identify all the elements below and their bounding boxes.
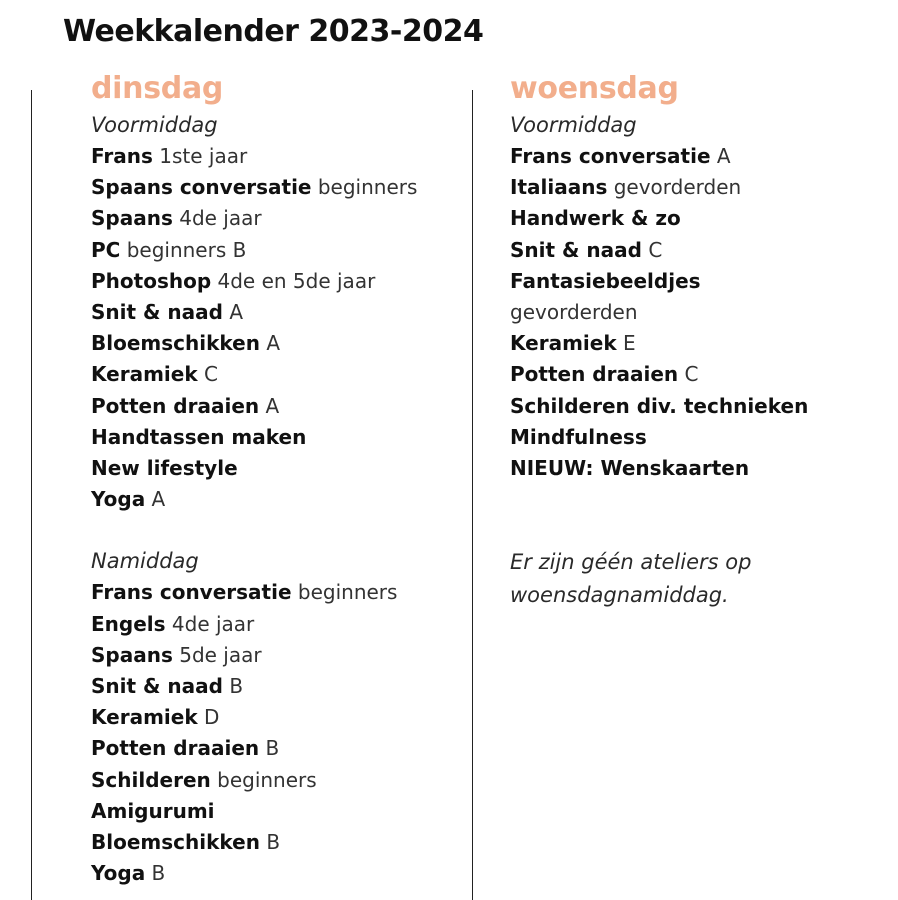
course-level: beginners xyxy=(311,175,418,200)
column-divider-middle xyxy=(472,90,473,900)
course-name: Mindfulness xyxy=(510,424,647,449)
day-heading-wednesday: woensdag xyxy=(510,71,679,106)
course-item xyxy=(510,391,880,422)
course-level: E xyxy=(616,331,636,356)
course-item xyxy=(91,671,461,702)
course-item xyxy=(91,453,461,484)
course-level: beginners xyxy=(291,580,398,605)
course-level: B xyxy=(145,861,166,886)
course-item xyxy=(91,328,461,359)
course-name: Fantasiebeeldjes xyxy=(510,268,701,293)
course-item xyxy=(510,453,880,484)
course-name: Spaans xyxy=(91,642,173,667)
course-level: B xyxy=(259,830,281,855)
day-heading-tuesday: dinsdag xyxy=(91,71,224,106)
course-name: Potten draaien xyxy=(91,736,260,761)
course-level: 4de jaar xyxy=(165,611,255,636)
course-item xyxy=(91,858,461,889)
course-item xyxy=(91,702,461,733)
course-item xyxy=(91,391,461,422)
course-name: NIEUW: Wenskaarten xyxy=(510,456,750,481)
course-level: C xyxy=(197,362,218,387)
course-name: Keramiek xyxy=(91,362,198,387)
note-line-1: Er zijn géén ateliers op xyxy=(510,550,752,575)
morning-label-wednesday: Voormiddag xyxy=(510,113,637,137)
course-name: Yoga xyxy=(91,487,146,512)
course-name: Yoga xyxy=(91,861,146,886)
course-item xyxy=(91,609,461,640)
course-name: Schilderen div. technieken xyxy=(510,393,809,418)
course-item xyxy=(510,297,880,328)
course-level: 5de jaar xyxy=(172,642,262,667)
course-item xyxy=(510,328,880,359)
course-name: Bloemschikken xyxy=(91,331,260,356)
course-name: Amigurumi xyxy=(91,798,215,823)
course-item xyxy=(91,235,461,266)
course-name: Frans conversatie xyxy=(510,144,711,168)
course-name: Frans conversatie xyxy=(91,580,292,605)
course-name: Keramiek xyxy=(510,331,617,356)
course-name: Spaans xyxy=(91,206,173,231)
section-spacer xyxy=(91,515,461,546)
column-divider-left xyxy=(31,90,32,900)
tuesday-morning-list xyxy=(91,141,461,515)
course-name: Snit & naad xyxy=(510,237,642,262)
course-name: Snit & naad xyxy=(91,674,223,699)
course-level: D xyxy=(197,705,220,730)
course-name: Snit & naad xyxy=(91,300,223,325)
course-level: beginners B xyxy=(120,237,247,262)
course-item xyxy=(91,577,461,608)
section-spacer xyxy=(510,484,880,546)
course-name: Handtassen maken xyxy=(91,424,307,449)
course-item xyxy=(91,203,461,234)
course-name: New lifestyle xyxy=(91,456,238,481)
course-level: C xyxy=(641,237,663,262)
course-item xyxy=(91,297,461,328)
course-name: Potten draaien xyxy=(510,362,679,387)
no-afternoon-note xyxy=(510,546,880,612)
course-level: 4de en 5de jaar xyxy=(211,268,376,293)
course-name: PC xyxy=(91,237,121,262)
course-name: Handwerk & zo xyxy=(510,206,681,231)
course-level: A xyxy=(145,487,166,512)
course-item xyxy=(91,266,461,297)
course-item xyxy=(510,266,880,297)
course-item xyxy=(91,484,461,515)
course-item xyxy=(91,422,461,453)
course-name: Frans xyxy=(91,144,153,168)
course-item xyxy=(91,733,461,764)
course-level: C xyxy=(678,362,699,387)
course-item xyxy=(510,235,880,266)
course-item xyxy=(510,203,880,234)
course-name: Keramiek xyxy=(91,705,198,730)
note-line-2: woensdagnamiddag. xyxy=(510,583,729,608)
course-level: B xyxy=(259,736,280,761)
course-item xyxy=(510,359,880,390)
tuesday-column xyxy=(91,68,461,889)
afternoon-label-tuesday: Namiddag xyxy=(91,549,199,574)
course-level: beginners xyxy=(210,767,317,792)
course-name: Bloemschikken xyxy=(91,830,260,855)
course-item xyxy=(510,422,880,453)
wednesday-column xyxy=(510,68,880,612)
course-level: A xyxy=(710,144,731,168)
course-name: Potten draaien xyxy=(91,393,260,418)
course-level: A xyxy=(222,300,244,325)
course-item xyxy=(91,359,461,390)
page-title: Weekkalender 2023-2024 xyxy=(63,14,484,49)
course-item xyxy=(510,172,880,203)
course-item xyxy=(91,827,461,858)
course-level: 4de jaar xyxy=(172,206,262,231)
course-item xyxy=(91,796,461,827)
course-level: 1ste jaar xyxy=(152,144,248,168)
tuesday-afternoon-list xyxy=(91,577,461,889)
course-item xyxy=(91,172,461,203)
wednesday-morning-list xyxy=(510,141,880,484)
course-level: A xyxy=(259,393,280,418)
course-level: gevorderden xyxy=(510,300,638,325)
course-level: gevorderden xyxy=(607,175,742,200)
course-name: Italiaans xyxy=(510,175,608,200)
course-name: Photoshop xyxy=(91,268,212,293)
course-name: Schilderen xyxy=(91,767,211,792)
course-item xyxy=(91,640,461,671)
morning-label-tuesday: Voormiddag xyxy=(91,113,218,137)
course-level: B xyxy=(222,674,244,699)
course-item xyxy=(510,141,880,172)
course-name: Engels xyxy=(91,611,166,636)
course-level: A xyxy=(259,331,281,356)
course-item xyxy=(91,765,461,796)
course-name: Spaans conversatie xyxy=(91,175,312,200)
course-item xyxy=(91,141,461,172)
